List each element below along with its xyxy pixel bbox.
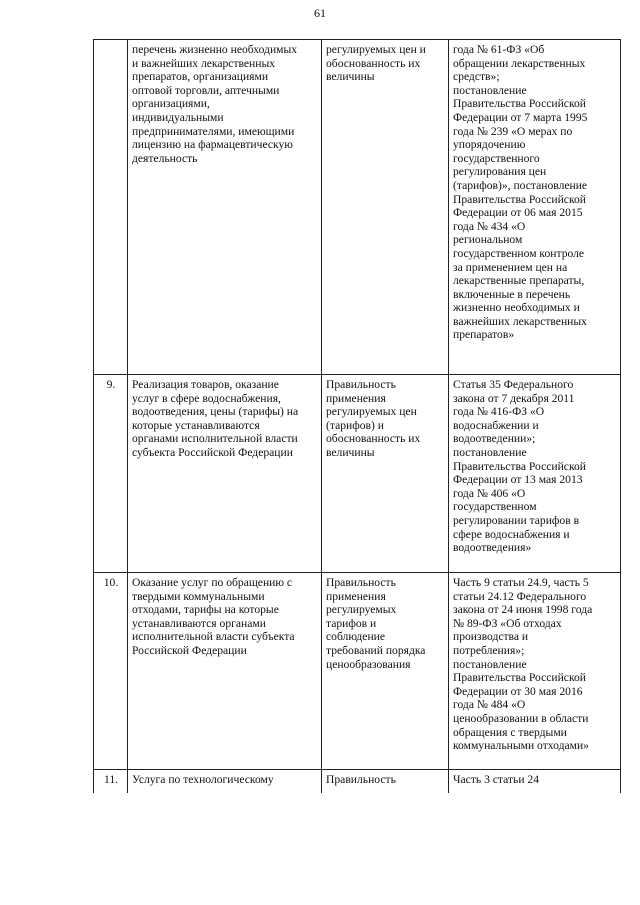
control-subject-cell: [322, 770, 449, 794]
row-number-cell: [94, 40, 128, 375]
control-object-cell: [128, 770, 322, 794]
row-number-cell: 9.: [94, 375, 128, 573]
control-subject-cell: [322, 40, 449, 375]
legal-acts-cell: [449, 375, 621, 573]
control-object-text: Реализация товаров, оказание услуг в сфере водоснабжения, водоотведения, цены (тарифы) на которые устанавливаются органами исполнительной власти субъекта Российской Федерации: [132, 378, 299, 459]
control-subject-cell: [322, 573, 449, 770]
control-object-cell: [128, 375, 322, 573]
legal-acts-text: года № 61-ФЗ «Об обращении лекарственных средств»; постановление Правительства Российской Федерации от 7 марта 1995 года № 239 «О мерах по упорядочению государственного регулирования цен (тарифов)», постановление Правительства Российской Федерации от 06 мая 2015 года № 434 «О региональном государственном контроле за применением цен на лекарственные препараты, включенные в перечень жизненно необходимых и важнейших лекарственных препаратов»: [453, 43, 588, 342]
legal-acts-text: Статья 35 Федерального закона от 7 декабря 2011 года № 416-ФЗ «О водоснабжении и водоотведении»; постановление Правительства Российской Федерации от 13 мая 2013 года № 406 «О государственном регулировании тарифов в сфере водоснабжения и водоотведения»: [453, 378, 586, 555]
control-object-text: Услуга по технологическому: [132, 773, 274, 786]
page-number: 61: [314, 6, 326, 20]
control-subject-text: Правильность применения регулируемых тарифов и соблюдение требований порядка ценообразования: [326, 576, 426, 671]
table-row: [94, 40, 621, 375]
control-subject-text: регулируемых цен и обоснованность их величины: [326, 43, 426, 84]
control-object-text: Оказание услуг по обращению с твердыми коммунальными отходами, тарифы на которые устанавливаются органами исполнительной власти субъекта Российской Федерации: [132, 576, 295, 657]
control-subject-text: Правильность применения регулируемых цен (тарифов) и обоснованность их величины: [326, 378, 421, 459]
control-objects-table: [93, 39, 621, 793]
control-object-text: перечень жизненно необходимых и важнейших лекарственных препаратов, организациями оптовой торговли, аптечными организациями, индивидуальными предпринимателями, имеющими лицензию на фармацевтическую деятельность: [132, 43, 298, 165]
table-row: [94, 375, 621, 573]
legal-acts-cell: [449, 573, 621, 770]
control-subject-text: Правильность: [326, 773, 396, 786]
legal-acts-cell: [449, 40, 621, 375]
control-object-cell: [128, 573, 322, 770]
control-subject-cell: [322, 375, 449, 573]
legal-acts-text: Часть 3 статьи 24: [453, 773, 540, 786]
table-row: [94, 770, 621, 794]
legal-acts-cell: [449, 770, 621, 794]
control-object-cell: [128, 40, 322, 375]
row-number-cell: 10.: [94, 573, 128, 770]
row-number-cell: 11.: [94, 770, 128, 794]
table-row: [94, 573, 621, 770]
legal-acts-text: Часть 9 статьи 24.9, часть 5 статьи 24.12 Федерального закона от 24 июня 1998 года № 89-ФЗ «Об отходах производства и потребления»; постановление Правительства Российской Федерации от 30 мая 2016 года № 484 «О ценообразовании в области обращения с твердыми коммунальными отходами»: [453, 576, 593, 753]
